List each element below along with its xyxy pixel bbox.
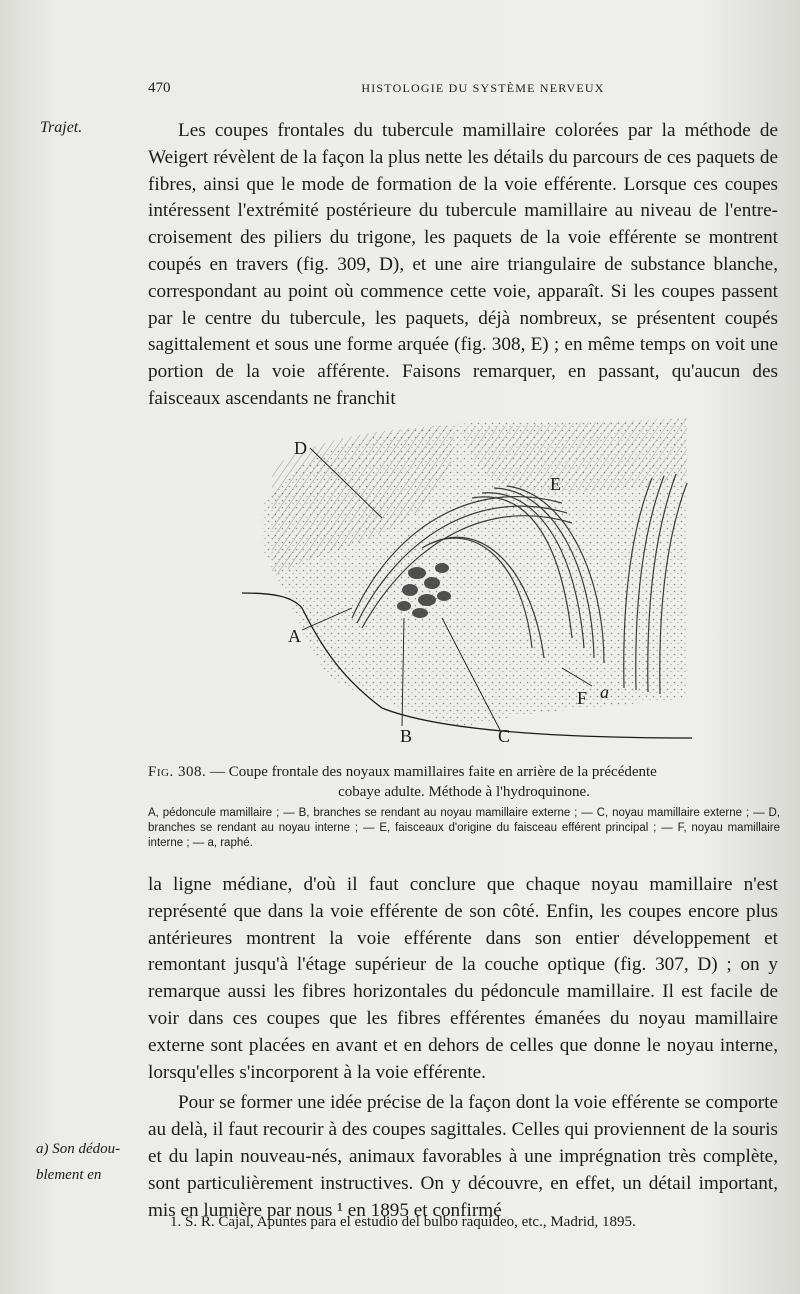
figure-letter-c: C xyxy=(498,726,511,746)
running-title: HISTOLOGIE DU SYSTÈME NERVEUX xyxy=(361,81,605,95)
body-text-top xyxy=(148,118,778,413)
figure-label: Fig. 308. xyxy=(148,764,207,780)
margin-note-dedoublement xyxy=(36,1136,128,1188)
footnote: 1. S. R. Cajal, Apuntes para el estudio del bulbo raquídeo, etc., Madrid, 1895. xyxy=(170,1214,636,1230)
caption-line-2: cobaye adulte. Méthode à l'hydroquinone. xyxy=(338,784,590,800)
figure-letter-f: F xyxy=(577,688,588,708)
figure-caption xyxy=(148,762,780,802)
figure-letter-e: E xyxy=(550,474,561,494)
margin-note-line-1: a) Son dédou- xyxy=(36,1141,121,1157)
body-text-bottom xyxy=(148,872,778,1224)
paragraph-1: Les coupes frontales du tubercule mamillaire colorées par la méthode de Weigert révèlent de la façon la plus nette les détails du parcours de ces paquets de fibres, ainsi que le mode de formation de la voie efférente. Lorsque ces coupes intéressent l'extrémité postérieure du tubercule mamillaire au niveau de l'entre-croisement des piliers du trigone, les paquets de la voie efférente se montrent coupés en travers (fig. 309, D), et une aire triangulaire de substance blanche, correspondant au point où commence cette voie, apparaît. Si les coupes passent par le centre du tubercule, les paquets, déjà nombreux, se présentent coupés sagittalement et sous une forme arquée (fig. 308, E) ; en même temps on voit une portion de la voie afférente. Faisons remarquer, en passant, qu'aucun des faisceaux ascendants ne franchit xyxy=(148,120,778,409)
page-header xyxy=(148,80,778,102)
figure-letter-d: D xyxy=(294,438,307,458)
figure-letter-b: B xyxy=(400,726,413,746)
margin-note-line-2: blement en xyxy=(36,1167,102,1183)
figure-308 xyxy=(232,408,692,748)
caption-line-1: — Coupe frontale des noyaux mamillaires faite en arrière de la précédente xyxy=(209,764,657,780)
page-number: 470 xyxy=(148,80,171,96)
figure-legend: A, pédoncule mamillaire ; — B, branches se rendant au noyau mamillaire externe ; — C, noyau mamillaire externe ; — D, branches se rendant au noyau interne ; — E, faisceaux d'origine du faisceau efférent principal ; — F, noyau mamillaire interne ; — a, raphé. xyxy=(148,807,780,849)
figure-letter-a-upper: A xyxy=(288,626,301,646)
figure-illustration xyxy=(232,408,692,748)
margin-note-trajet: Trajet. xyxy=(40,119,83,136)
paragraph-3: Pour se former une idée précise de la façon dont la voie efférente se comporte au delà, il faut recourir à des coupes sagittales. Celles qui proviennent de la souris et du lapin nouveau-nés, animaux favorables à une imprégnation très complète, sont particulièrement instructives. On y découvre, en effet, un détail important, mis en lumière par nous ¹ en 1895 et confirmé xyxy=(148,1092,778,1221)
figure-letter-a-lower: a xyxy=(600,682,609,702)
paragraph-2: la ligne médiane, d'où il faut conclure que chaque noyau mamillaire n'est représenté que dans la voie efférente de son côté. Enfin, les coupes encore plus antérieures montrent la voie efférente dans son entier développement et remontant jusqu'à l'étage supérieur de la couche optique (fig. 307, D) ; on y remarque aussi les fibres horizontales du pédoncule mamillaire. Il est facile de voir dans ces coupes que les fibres efférentes émanées du noyau mamillaire externe sont placées en avant et en dehors de celles que donne le noyau interne, lorsqu'elles s'incorporent à la voie efférente. xyxy=(148,874,778,1083)
